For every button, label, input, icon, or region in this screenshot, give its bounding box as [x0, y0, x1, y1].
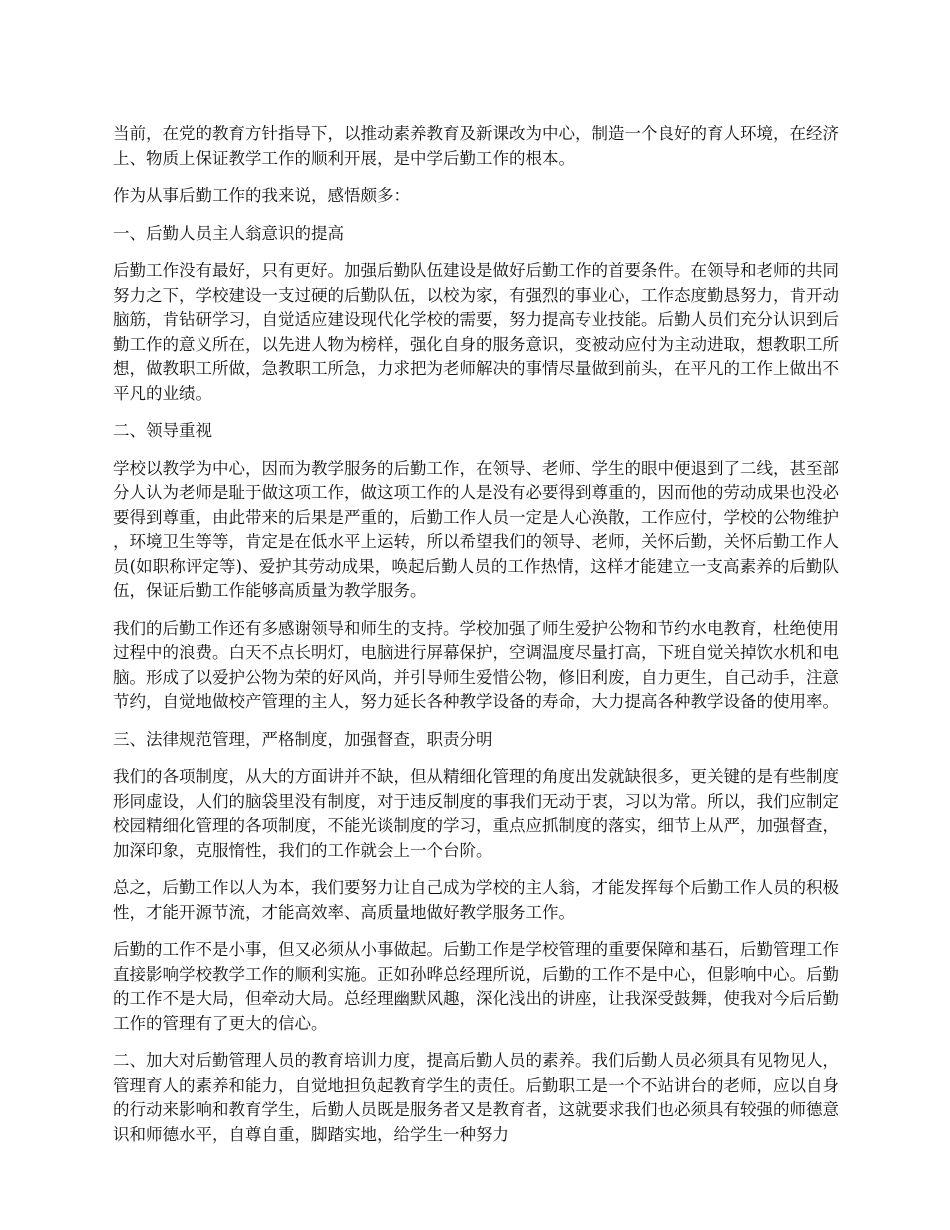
section-heading: 三、法律规范管理，严格制度，加强督查，职责分明 — [113, 729, 493, 749]
paragraph: 作为从事后勤工作的我来说，感悟颇多： — [113, 186, 410, 205]
paragraph: 后勤工作没有最好，只有更好。加强后勤队伍建设是做好后勤工作的首要条件。在领导和老师的共同努力之下，学校建设一支过硬的后勤队伍，以校为家，有强烈的事业心，工作态度勤恳努力，肯开动脑筋，肯钻研学习，自觉适应建设现代化学校的需要，努力提高专业技能。后勤人员们充分认识到后勤工作的意义所在，以先进人物为榜样，强化自身的服务意识，变被动应付为主动进取，想教职工所想，做教职工所做，急教职工所急，力求把为老师解决的事情尽量做到前头，在平凡的工作上做出不平凡的业绩。 — [113, 261, 839, 403]
section-heading: 二、领导重视 — [113, 421, 212, 440]
paragraph: 学校以教学为中心，因而为教学服务的后勤工作，在领导、老师、学生的眼中便退到了二线，甚至部分人认为老师是耻于做这项工作，做这项工作的人是没有必要得到尊重的，因而他的劳动成果也没必要得到尊重，由此带来的后果是严重的，后勤工作人员一定是人心涣散，工作应付，学校的公物维护，环境卫生等等，肯定是在低水平上运转，所以希望我们的领导、老师，关怀后勤，关怀后勤工作人员(如职称评定等)、爱护其劳动成果，唤起后勤人员的工作热情，这样才能建立一支高素养的后勤队伍，保证后勤工作能够高质量为教学服务。 — [113, 458, 839, 600]
paragraph: 我们的后勤工作还有多感谢领导和师生的支持。学校加强了师生爱护公物和节约水电教育，杜绝使用过程中的浪费。白天不点长明灯，电脑进行屏幕保护，空调温度尽量打高，下班自觉关掉饮水机和电脑。形成了以爱护公物为荣的好风尚，并引导师生爱惜公物，修旧利废，自力更生，自己动手，注意节约，自觉地做校产管理的主人，努力延长各种教学设备的寿命，大力提高各种教学设备的使用率。 — [113, 618, 839, 711]
section-heading: 一、后勤人员主人翁意识的提高 — [113, 223, 344, 243]
paragraph: 总之，后勤工作以人为本，我们要努力让自己成为学校的主人翁，才能发挥每个后勤工作人员的积极性，才能开源节流，才能高效率、高质量地做好教学服务工作。 — [113, 878, 839, 922]
paragraph: 当前，在党的教育方针指导下，以推动素养教育及新课改为中心，制造一个良好的育人环境，在经济上、物质上保证教学工作的顺利开展，是中学后勤工作的根本。 — [113, 124, 839, 168]
document-body — [113, 122, 839, 1160]
paragraph: 后勤的工作不是小事，但又必须从小事做起。后勤工作是学校管理的重要保障和基石，后勤管理工作直接影响学校教学工作的顺利实施。正如孙晔总经理所说，后勤的工作不是中心，但影响中心。后勤的工作不是大局，但牵动大局。总经理幽默风趣，深化浅出的讲座，让我深受鼓舞，使我对今后后勤工作的管理有了更大的信心。 — [113, 940, 839, 1033]
paragraph: 我们的各项制度，从大的方面讲并不缺，但从精细化管理的角度出发就缺很多，更关键的是有些制度形同虚设，人们的脑袋里没有制度，对于违反制度的事我们无动于衷，习以为常。所以，我们应制定校园精细化管理的各项制度，不能光谈制度的学习，重点应抓制度的落实，细节上从严，加强督查，加深印象，克服惰性，我们的工作就会上一个台阶。 — [113, 767, 839, 860]
paragraph: 二、加大对后勤管理人员的教育培训力度，提高后勤人员的素养。我们后勤人员必须具有见物见人，管理育人的素养和能力，自觉地担负起教育学生的责任。后勤职工是一个不站讲台的老师，应以自身的行动来影响和教育学生，后勤人员既是服务者又是教育者，这就要求我们也必须具有较强的师德意识和师德水平，自尊自重，脚踏实地，给学生一种努力 — [113, 1051, 839, 1144]
